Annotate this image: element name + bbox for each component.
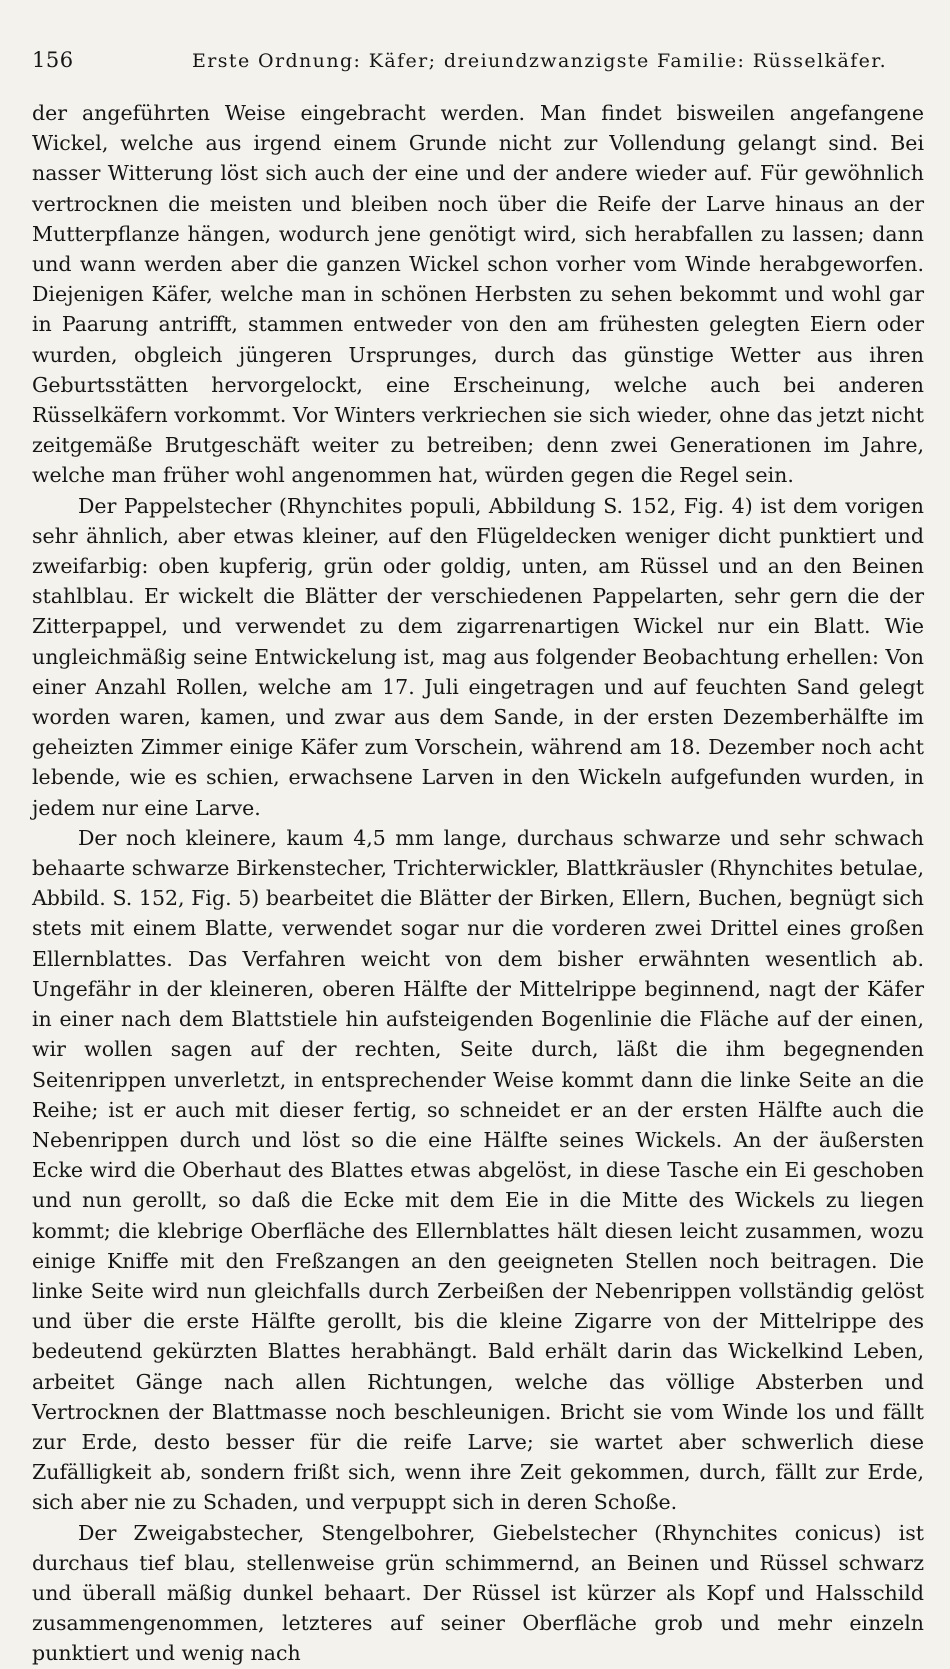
paragraph-1: der angeführten Weise eingebracht werden. Man findet bisweilen angefangene Wickel, welche aus irgend einem Grunde nicht zur Vollendung gelangt sind. Bei nasser Witterung löst sich auch der eine und der andere wieder auf. Für gewöhnlich vertrocknen die meisten und bleiben noch über die Reife der Larve hinaus an der Mutterpflanze hängen, wodurch jene genötigt wird, sich herabfallen zu lassen; dann und wann werden aber die ganzen Wickel schon vorher vom Winde herabgeworfen. Diejenigen Käfer, welche man in schönen Herbsten zu sehen bekommt und wohl gar in Paarung antrifft, stammen entweder von den am frühesten gelegten Eiern oder wurden, obgleich jüngeren Ursprunges, durch das günstige Wetter aus ihren Geburtsstätten hervorgelockt, eine Erscheinung, welche auch bei anderen Rüsselkäfern vorkommt. Vor Winters verkriechen sie sich wieder, ohne das jetzt nicht zeitgemäße Brutgeschäft weiter zu betreiben; denn zwei Generationen im Jahre, welche man früher wohl angenommen hat, würden gegen die Regel sein. xyxy=(32,101,924,488)
running-title: Erste Ordnung: Käfer; dreiundzwanzigste Familie: Rüsselkäfer. xyxy=(192,50,888,72)
paragraph-2: Der Pappelstecher (Rhynchites populi, Abbildung S. 152, Fig. 4) ist dem vorigen sehr ähnlich, aber etwas kleiner, auf den Flügeldecken weniger dicht punktiert und zweifarbig: oben kupferig, grün oder goldig, unten, am Rüssel und an den Beinen stahlblau. Er wickelt die Blätter der verschiedenen Pappelarten, sehr gern die der Zitterpappel, und verwendet zu dem zigarrenartigen Wickel nur ein Blatt. Wie ungleichmäßig seine Entwickelung ist, mag aus folgender Beobachtung erhellen: Von einer Anzahl Rollen, welche am 17. Juli eingetragen und auf feuchten Sand gelegt worden waren, kamen, und zwar aus dem Sande, in der ersten Dezemberhälfte im geheizten Zimmer einige Käfer zum Vorschein, während am 18. Dezember noch acht lebende, wie es schien, erwachsene Larven in den Wickeln aufgefunden wurden, in jedem nur eine Larve. xyxy=(32,493,924,820)
running-head xyxy=(32,48,924,88)
paragraph-4: Der Zweigabstecher, Stengelbohrer, Giebelstecher (Rhynchites conicus) ist durchaus tief blau, stellenweise grün schimmernd, an Beinen und Rüssel schwarz und überall mäßig dunkel behaart. Der Rüssel ist kürzer als Kopf und Halsschild zusammengenommen, letzteres auf seiner Oberfläche grob und mehr einzeln punktiert und wenig nach xyxy=(32,1520,924,1666)
page-number: 156 xyxy=(32,48,74,72)
paragraph-3: Der noch kleinere, kaum 4,5 mm lange, durchaus schwarze und sehr schwach behaarte schwarze Birkenstecher, Trichterwickler, Blattkräusler (Rhynchites betulae, Abbild. S. 152, Fig. 5) bearbeitet die Blätter der Birken, Ellern, Buchen, begnügt sich stets mit einem Blatte, verwendet sogar nur die vorderen zwei Drittel eines großen Ellernblattes. Das Verfahren weicht von dem bisher erwähnten wesentlich ab. Ungefähr in der kleineren, oberen Hälfte der Mittelrippe beginnend, nagt der Käfer in einer nach dem Blattstiele hin aufsteigenden Bogenlinie die Fläche auf der einen, wir wollen sagen auf der rechten, Seite durch, läßt die ihm begegnenden Seitenrippen unverletzt, in entsprechender Weise kommt dann die linke Seite an die Reihe; ist er auch mit dieser fertig, so schneidet er an der ersten Hälfte auch die Nebenrippen durch und löst so die eine Hälfte seines Wickels. An der äußersten Ecke wird die Oberhaut des Blattes etwas abgelöst, in diese Tasche ein Ei geschoben und nun gerollt, so daß die Ecke mit dem Eie in die Mitte des Wickels zu liegen kommt; die klebrige Oberfläche des Ellernblattes hält diesen leicht zusammen, wozu einige Kniffe mit den Freßzangen an den geeigneten Stellen noch beitragen. Die linke Seite wird nun gleichfalls durch Zerbeißen der Nebenrippen vollständig gelöst und über die erste Hälfte gerollt, bis die kleine Zigarre von der Mittelrippe des bedeutend gekürzten Blattes herabhängt. Bald erhält darin das Wickelkind Leben, arbeitet Gänge nach allen Richtungen, welche das völlige Absterben und Vertrocknen der Blattmasse noch beschleunigen. Bricht sie vom Winde los und fällt zur Erde, desto besser für die reife Larve; sie wartet aber schwerlich diese Zufälligkeit ab, sondern frißt sich, wenn ihre Zeit gekommen, durch, fällt zur Erde, sich aber nie zu Schaden, und verpuppt sich in deren Schoße. xyxy=(32,825,924,1515)
body-text xyxy=(32,98,924,1669)
